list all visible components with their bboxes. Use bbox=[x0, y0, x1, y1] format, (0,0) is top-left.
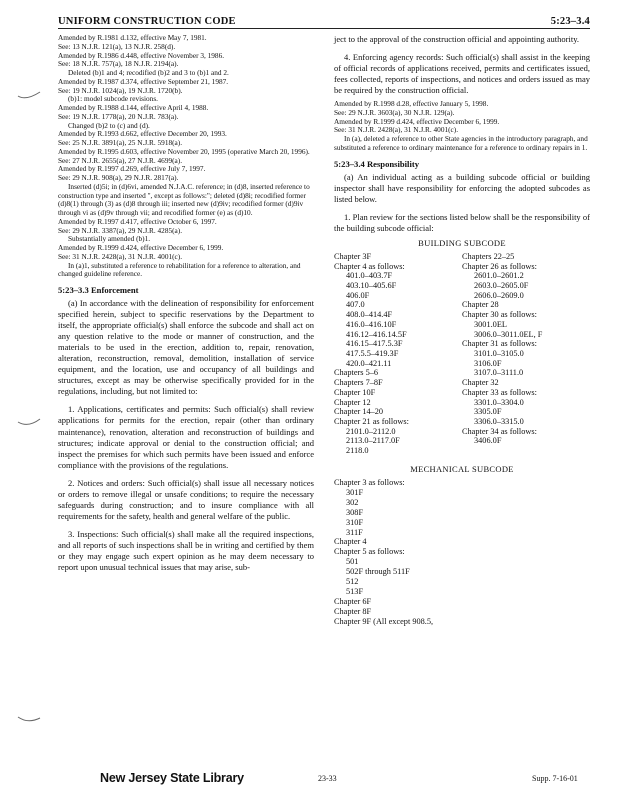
history-notes bbox=[334, 100, 590, 153]
history-note: See: 19 N.J.R. 1024(a), 19 N.J.R. 1720(b). bbox=[58, 85, 183, 95]
building-subcode-table bbox=[334, 252, 590, 456]
history-note: See: 27 N.J.R. 2655(a), 27 N.J.R. 4699(a). bbox=[58, 155, 183, 165]
subcode-entry: 408.0–414.4F bbox=[346, 310, 393, 320]
building-subcode-list-right bbox=[462, 252, 590, 456]
subcode-entry: Chapters 22–25 bbox=[462, 251, 515, 261]
subcode-entry: Chapter 4 bbox=[334, 537, 367, 547]
history-note: See: 25 N.J.R. 3891(a), 25 N.J.R. 5918(a). bbox=[58, 138, 183, 147]
subcode-entry: Chapter 30 as follows: bbox=[462, 310, 537, 320]
subcode-entry: 2603.0–2605.0F bbox=[474, 281, 529, 291]
history-note: Amended by R.1997 d.417, effective October 6, 1997. bbox=[58, 216, 217, 226]
subcode-entry: 3106.0F bbox=[474, 358, 502, 368]
history-note: See: 19 N.J.R. 1778(a), 20 N.J.R. 783(a). bbox=[58, 111, 179, 121]
subcode-entry: 311F bbox=[346, 527, 363, 537]
enforcement-paragraphs bbox=[58, 298, 314, 573]
subcode-entry: 416.12–416.14.5F bbox=[346, 329, 407, 339]
history-note: Amended by R.1999 d.424, effective December 6, 1999. bbox=[58, 243, 224, 252]
subcode-entry: 2101.0–2112.0 bbox=[346, 426, 396, 436]
building-subcode-heading: BUILDING SUBCODE bbox=[418, 237, 506, 248]
history-note: See: 31 N.J.R. 2428(a), 31 N.J.R. 4001(c). bbox=[334, 125, 459, 135]
history-note: See: 29 N.J.R. 3603(a), 30 N.J.R. 129(a). bbox=[334, 107, 455, 117]
running-header bbox=[58, 11, 590, 27]
history-note: (b)1: model subcode revisions. bbox=[68, 94, 158, 104]
subcode-entry: 3006.0–3011.0EL, F bbox=[474, 329, 543, 339]
history-note: See: 29 N.J.R. 3387(a), 29 N.J.R. 4285(a). bbox=[58, 225, 183, 235]
supplement-date: Supp. 7-16-01 bbox=[532, 774, 578, 783]
subcode-entry: 308F bbox=[346, 507, 364, 517]
history-note: Amended by R.1999 d.424, effective December 6, 1999. bbox=[334, 116, 500, 126]
subcode-entry: Chapter 32 bbox=[462, 378, 499, 388]
subcode-entry: Chapter 26 as follows: bbox=[462, 261, 537, 271]
subcode-entry: Chapter 6F bbox=[334, 597, 372, 607]
continuation-paragraph: ject to the approval of the construction official and appointing authority. bbox=[334, 34, 580, 44]
section-heading-responsibility: 5:23–3.4 Responsibility bbox=[334, 158, 419, 169]
right-column bbox=[334, 34, 590, 627]
subcode-entry: 301F bbox=[346, 487, 364, 497]
subcode-entry: Chapter 12 bbox=[334, 397, 371, 407]
binding-hole-mark bbox=[16, 88, 42, 102]
subcode-entry: 501 bbox=[346, 557, 359, 567]
binding-hole-mark bbox=[16, 712, 42, 726]
enforcement-paragraph: 1. Applications, certificates and permits: Such official(s) shall review applications for permits for the erection, repair (other than ordinary maintenance), renovation, alteration and reconstruction of buildings and structures; indicate approval or denial to the construction official; and inspect the premises for which such permits have been issued and enforce compliance with the provisions of the regulations. bbox=[58, 404, 314, 470]
history-note: Amended by R.1997 d.269, effective July 7, 1997. bbox=[58, 164, 206, 174]
subcode-entry: 512 bbox=[346, 577, 359, 587]
history-note: In (a)1, substituted a reference to rehabilitation for a reference to alteration, and changed guideline reference. bbox=[58, 260, 301, 279]
history-note: Amended by R.1986 d.448, effective November 3, 1986. bbox=[58, 50, 225, 60]
header-rule bbox=[58, 28, 590, 29]
responsibility-paragraph-1: 1. Plan review for the sections listed below shall be the responsibility of the building subcode official: bbox=[334, 211, 590, 233]
subcode-entry: 310F bbox=[346, 517, 364, 527]
subcode-entry: 3305.0F bbox=[474, 407, 502, 417]
binding-hole-mark bbox=[16, 416, 42, 430]
page-number: 23-33 bbox=[318, 774, 337, 783]
subcode-entry: Chapters 5–6 bbox=[334, 368, 379, 378]
history-note: Amended by R.1995 d.603, effective November 20, 1995 (operative March 20, 1996). bbox=[58, 146, 310, 156]
history-note: Inserted (d)5i; in (d)6vi, amended N.J.A.C. reference; in (d)8, inserted reference to construction type and inserted ", except as follows:"; deleted (d)8i; recodified former (d)8(1) through (3) as (d)8 through iii; inserted new (d)9iv; recodified former (d)9iv through vi as (d)9v through vii; and recodified former (e) as (d)10. bbox=[58, 181, 310, 217]
subcode-entry: Chapter 14–20 bbox=[334, 407, 384, 417]
enforcement-paragraph: (a) In accordance with the delineation of responsibility for enforcement specified herein, subject to specific reservations by the Department to itself, the appropriate official(s) shall enforce the subcode and shall act on any question relative to the mode or manner of construction, and the materials to be used in the erection, addition to, repair, renovation, alteration, reconstruction, removal, demolition, installation of service equipment, and the location, use and occupancy of all buildings and structures, except as may be otherwise specifically provided for in the regulations, including, but not limited to: bbox=[58, 298, 314, 397]
subcode-entry: 302 bbox=[346, 497, 359, 507]
left-column bbox=[58, 34, 314, 580]
subcode-entry: 502F through 511F bbox=[346, 567, 410, 577]
header-section-range: 5:23–3.4 bbox=[550, 16, 590, 27]
subcode-entry: Chapter 5 as follows: bbox=[334, 547, 405, 557]
enforcement-paragraph: 3. Inspections: Such official(s) shall make all the required inspections, and all reports of such inspections shall be in writing and certified by them or they may engage such expert opinion as he may deem necessary to report upon unusual technical issues that may arise, sub- bbox=[58, 528, 314, 573]
subcode-entry: 2118.0 bbox=[346, 446, 369, 456]
subcode-entry: 420.0–421.11 bbox=[346, 358, 392, 368]
responsibility-paragraph-a: (a) An individual acting as a building subcode official or building inspector shall have responsibility for enforcing the adopted subcodes as listed below. bbox=[334, 171, 590, 204]
mechanical-subcode-heading: MECHANICAL SUBCODE bbox=[410, 463, 514, 474]
subcode-entry: Chapter 10F bbox=[334, 387, 376, 397]
history-note: Deleted (b)1 and 4; recodified (b)2 and 3 to (b)1 and 2. bbox=[68, 68, 229, 77]
subcode-entry: Chapter 34 as follows: bbox=[462, 426, 537, 436]
mechanical-subcode-list bbox=[334, 478, 590, 627]
subcode-entry: 3001.0EL bbox=[474, 319, 507, 329]
subcode-entry: 416.15–417.5.3F bbox=[346, 339, 403, 349]
subcode-entry: Chapter 3F bbox=[334, 251, 372, 261]
history-notes bbox=[58, 34, 314, 279]
subcode-entry: 2601.0–2601.2 bbox=[474, 271, 524, 281]
library-stamp: New Jersey State Library bbox=[100, 771, 244, 785]
subcode-entry: 407.0 bbox=[346, 300, 365, 310]
subcode-entry: Chapter 4 as follows: bbox=[334, 261, 405, 271]
subcode-entry: Chapter 3 as follows: bbox=[334, 477, 405, 487]
history-note: Amended by R.1998 d.28, effective January 5, 1998. bbox=[334, 99, 489, 109]
history-note: Amended by R.1988 d.144, effective April 4, 1988. bbox=[58, 103, 209, 112]
enforcement-paragraph: 2. Notices and orders: Such official(s) shall issue all necessary notices or orders to remove illegal or unsafe conditions; to require the necessary safeguards during construction; and to insure compliance with all requirements for the safety, health and general welfare of the public. bbox=[58, 477, 314, 521]
header-title: UNIFORM CONSTRUCTION CODE bbox=[58, 16, 236, 27]
subcode-entry: 3306.0–3315.0 bbox=[474, 416, 524, 426]
history-note: See: 13 N.J.R. 121(a), 13 N.J.R. 258(d). bbox=[58, 41, 176, 51]
section-heading-enforcement: 5:23–3.3 Enforcement bbox=[58, 285, 139, 295]
subcode-entry: 3107.0–3111.0 bbox=[474, 368, 524, 378]
history-note: Amended by R.1981 d.132, effective May 7, 1981. bbox=[58, 33, 207, 42]
history-note: Substantially amended (b)1. bbox=[68, 234, 151, 244]
history-note: In (a), deleted a reference to other State agencies in the introductory paragraph, and substituted a reference to ordinary maintenance for a reference to ordinary repairs in 1. bbox=[334, 134, 588, 152]
subcode-entry: 417.5.5–419.3F bbox=[346, 349, 399, 358]
subcode-entry: 403.10–405.6F bbox=[346, 281, 397, 291]
subcode-entry: Chapters 7–8F bbox=[334, 378, 383, 388]
subcode-entry: 513F bbox=[346, 587, 364, 597]
building-subcode-list-left bbox=[334, 252, 462, 456]
subcode-entry: Chapter 9F (All except 908.5, bbox=[334, 617, 434, 627]
history-note: See: 31 N.J.R. 2428(a), 31 N.J.R. 4001(c). bbox=[58, 251, 183, 261]
subcode-entry: 3101.0–3105.0 bbox=[474, 349, 524, 358]
subcode-entry: Chapter 21 as follows: bbox=[334, 416, 409, 426]
history-note: Amended by R.1987 d.374, effective September 21, 1987. bbox=[58, 76, 229, 86]
subcode-entry: 2113.0–2117.0F bbox=[346, 436, 400, 446]
history-note: Amended by R.1993 d.662, effective December 20, 1993. bbox=[58, 129, 227, 139]
enforcing-agency-records-paragraph: 4. Enforcing agency records: Such official(s) shall assist in the keeping of official records of applications received, permits and certificates issued, fees collected, reports of inspections, and notices and orders issued as may be required by the construction official. bbox=[334, 52, 590, 96]
history-note: See: 29 N.J.R. 908(a), 29 N.J.R. 2817(a). bbox=[58, 173, 179, 182]
subcode-entry: 416.0–416.10F bbox=[346, 319, 397, 329]
subcode-entry: 2606.0–2609.0 bbox=[474, 290, 524, 300]
subcode-entry: 3301.0–3304.0 bbox=[474, 397, 524, 407]
subcode-entry: Chapter 28 bbox=[462, 300, 499, 310]
subcode-entry: 3406.0F bbox=[474, 436, 502, 446]
subcode-entry: Chapter 33 as follows: bbox=[462, 387, 537, 397]
history-note: See: 18 N.J.R. 757(a), 18 N.J.R. 2194(a). bbox=[58, 59, 179, 69]
subcode-entry: 406.0F bbox=[346, 290, 370, 300]
subcode-entry: Chapter 8F bbox=[334, 607, 372, 617]
subcode-entry: 401.0–403.7F bbox=[346, 271, 393, 281]
subcode-entry: Chapter 31 as follows: bbox=[462, 339, 537, 349]
history-note: Changed (b)2 to (c) and (d). bbox=[68, 120, 150, 130]
